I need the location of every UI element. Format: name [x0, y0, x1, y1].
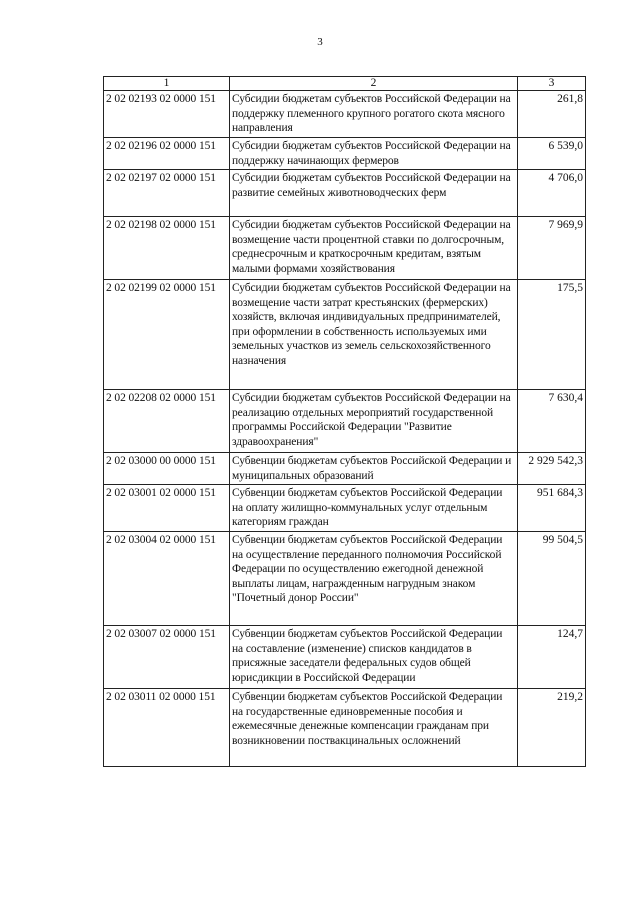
table-row: [104, 485, 586, 532]
budget-description: Субвенции бюджетам субъектов Российской Федерации на осуществление переданного полномочия Российской Федерации по осуществлению ежегодной денежной выплаты лицам, награжденным нагрудным знаком "Почетный донор России": [230, 532, 518, 626]
budget-description: Субвенции бюджетам субъектов Российской Федерации и муниципальных образований: [230, 453, 518, 485]
budget-code: 2 02 02196 02 0000 151: [104, 138, 230, 170]
budget-code: 2 02 02208 02 0000 151: [104, 390, 230, 453]
budget-code: 2 02 02197 02 0000 151: [104, 170, 230, 217]
page-number: 3: [317, 36, 323, 48]
budget-description: Субсидии бюджетам субъектов Российской Федерации на развитие семейных животноводческих ферм: [230, 170, 518, 217]
budget-code: 2 02 03000 00 0000 151: [104, 453, 230, 485]
column-header-2: 2: [230, 77, 518, 91]
budget-description: Субсидии бюджетам субъектов Российской Федерации на возмещение части затрат крестьянских (фермерских) хозяйств, включая индивидуальных предпринимателей, при оформлении в собственность используемых ими земельных участков из земель сельскохозяйственного назначения: [230, 280, 518, 390]
budget-code: 2 02 03001 02 0000 151: [104, 485, 230, 532]
budget-code: 2 02 02199 02 0000 151: [104, 280, 230, 390]
budget-description: Субвенции бюджетам субъектов Российской Федерации на оплату жилищно-коммунальных услуг отдельным категориям граждан: [230, 485, 518, 532]
budget-description: Субсидии бюджетам субъектов Российской Федерации на реализацию отдельных мероприятий государственной программы Российской Федерации "Развитие здравоохранения": [230, 390, 518, 453]
budget-code: 2 02 03011 02 0000 151: [104, 689, 230, 767]
budget-amount: 7 969,9: [518, 217, 586, 280]
budget-description: Субвенции бюджетам субъектов Российской Федерации на государственные единовременные пособия и ежемесячные денежные компенсации гражданам при возникновении поствакцинальных осложнений: [230, 689, 518, 767]
table-row: [104, 138, 586, 170]
budget-amount: 951 684,3: [518, 485, 586, 532]
column-header-3: 3: [518, 77, 586, 91]
column-header-1: 1: [104, 77, 230, 91]
budget-amount: 7 630,4: [518, 390, 586, 453]
budget-amount: 6 539,0: [518, 138, 586, 170]
table-row: [104, 91, 586, 138]
table-row: [104, 532, 586, 626]
table-header-row: [104, 77, 586, 91]
budget-code: 2 02 03004 02 0000 151: [104, 532, 230, 626]
budget-table: [103, 76, 586, 767]
budget-description: Субсидии бюджетам субъектов Российской Федерации на поддержку начинающих фермеров: [230, 138, 518, 170]
budget-description: Субсидии бюджетам субъектов Российской Федерации на поддержку племенного крупного рогатого скота мясного направления: [230, 91, 518, 138]
table-row: [104, 626, 586, 689]
table-row: [104, 217, 586, 280]
budget-amount: 219,2: [518, 689, 586, 767]
budget-code: 2 02 02193 02 0000 151: [104, 91, 230, 138]
budget-description: Субсидии бюджетам субъектов Российской Федерации на возмещение части процентной ставки по долгосрочным, среднесрочным и краткосрочным кредитам, взятым малыми формами хозяйствования: [230, 217, 518, 280]
budget-amount: 2 929 542,3: [518, 453, 586, 485]
table-row: [104, 280, 586, 390]
budget-description: Субвенции бюджетам субъектов Российской Федерации на составление (изменение) списков кандидатов в присяжные заседатели федеральных судов общей юрисдикции в Российской Федерации: [230, 626, 518, 689]
table-row: [104, 453, 586, 485]
budget-code: 2 02 02198 02 0000 151: [104, 217, 230, 280]
budget-code: 2 02 03007 02 0000 151: [104, 626, 230, 689]
budget-amount: 124,7: [518, 626, 586, 689]
budget-amount: 4 706,0: [518, 170, 586, 217]
budget-amount: 175,5: [518, 280, 586, 390]
budget-amount: 261,8: [518, 91, 586, 138]
table-row: [104, 689, 586, 767]
budget-amount: 99 504,5: [518, 532, 586, 626]
table-row: [104, 390, 586, 453]
table-row: [104, 170, 586, 217]
